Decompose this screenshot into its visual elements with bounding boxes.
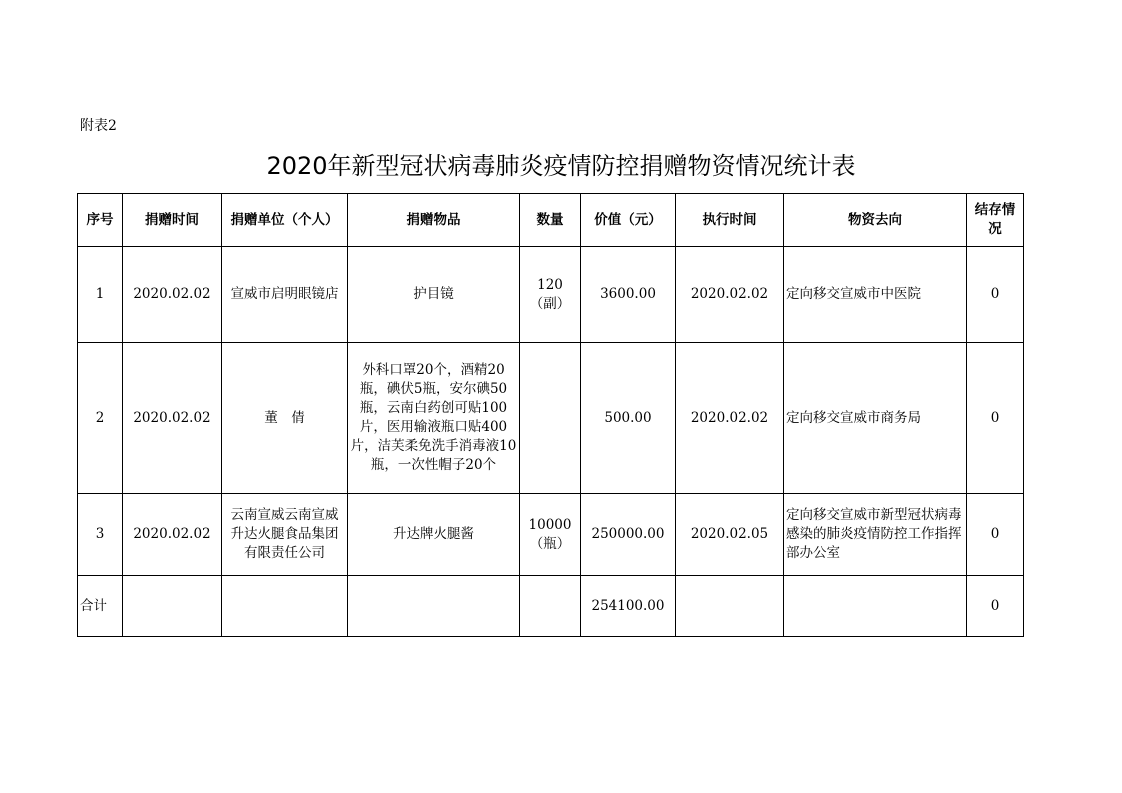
cell-items: 外科口罩20个，酒精20瓶，碘伏5瓶，安尔碘50瓶，云南白药创可贴100片，医用输液瓶口贴400片，洁芙柔免洗手消毒液10瓶，一次性帽子20个	[348, 343, 520, 494]
header-donor: 捐赠单位（个人）	[222, 194, 348, 247]
cell-seq: 1	[78, 247, 123, 343]
header-value: 价值（元）	[581, 194, 676, 247]
cell-value: 3600.00	[581, 247, 676, 343]
total-remain: 0	[967, 576, 1024, 637]
table-row	[78, 343, 1024, 494]
total-value: 254100.00	[581, 576, 676, 637]
cell-exec-time: 2020.02.02	[676, 247, 784, 343]
total-empty-cell	[784, 576, 967, 637]
cell-qty	[520, 343, 581, 494]
cell-destination: 定向移交宣威市商务局	[784, 343, 967, 494]
cell-donate-time: 2020.02.02	[123, 247, 222, 343]
total-empty-cell	[348, 576, 520, 637]
cell-donate-time: 2020.02.02	[123, 343, 222, 494]
header-seq: 序号	[78, 194, 123, 247]
cell-seq: 3	[78, 494, 123, 576]
cell-items: 升达牌火腿酱	[348, 494, 520, 576]
cell-value: 250000.00	[581, 494, 676, 576]
donation-table	[77, 193, 1024, 637]
total-empty-cell	[520, 576, 581, 637]
cell-destination: 定向移交宣威市新型冠状病毒感染的肺炎疫情防控工作指挥部办公室	[784, 494, 967, 576]
cell-items: 护目镜	[348, 247, 520, 343]
header-items: 捐赠物品	[348, 194, 520, 247]
cell-exec-time: 2020.02.02	[676, 343, 784, 494]
page-title: 2020年新型冠状病毒肺炎疫情防控捐赠物资情况统计表	[266, 152, 856, 180]
total-empty-cell	[222, 576, 348, 637]
cell-remain: 0	[967, 247, 1024, 343]
cell-remain: 0	[967, 343, 1024, 494]
cell-qty: 120（副）	[520, 247, 581, 343]
cell-seq: 2	[78, 343, 123, 494]
table-header-row	[78, 194, 1024, 247]
total-empty-cell	[676, 576, 784, 637]
cell-donor: 云南宣威云南宣威升达火腿食品集团有限责任公司	[222, 494, 348, 576]
total-label: 合计	[78, 576, 123, 637]
cell-donor: 宣威市启明眼镜店	[222, 247, 348, 343]
cell-exec-time: 2020.02.05	[676, 494, 784, 576]
table-row	[78, 247, 1024, 343]
header-qty: 数量	[520, 194, 581, 247]
header-destination: 物资去向	[784, 194, 967, 247]
cell-qty: 10000（瓶）	[520, 494, 581, 576]
cell-donate-time: 2020.02.02	[123, 494, 222, 576]
cell-donor: 董 倩	[222, 343, 348, 494]
total-empty-cell	[123, 576, 222, 637]
cell-value: 500.00	[581, 343, 676, 494]
header-exec-time: 执行时间	[676, 194, 784, 247]
cell-remain: 0	[967, 494, 1024, 576]
header-donate-time: 捐赠时间	[123, 194, 222, 247]
table-row	[78, 494, 1024, 576]
cell-destination: 定向移交宣威市中医院	[784, 247, 967, 343]
header-remain: 结存情况	[967, 194, 1024, 247]
appendix-label: 附表2	[80, 118, 117, 134]
total-row	[78, 576, 1024, 637]
